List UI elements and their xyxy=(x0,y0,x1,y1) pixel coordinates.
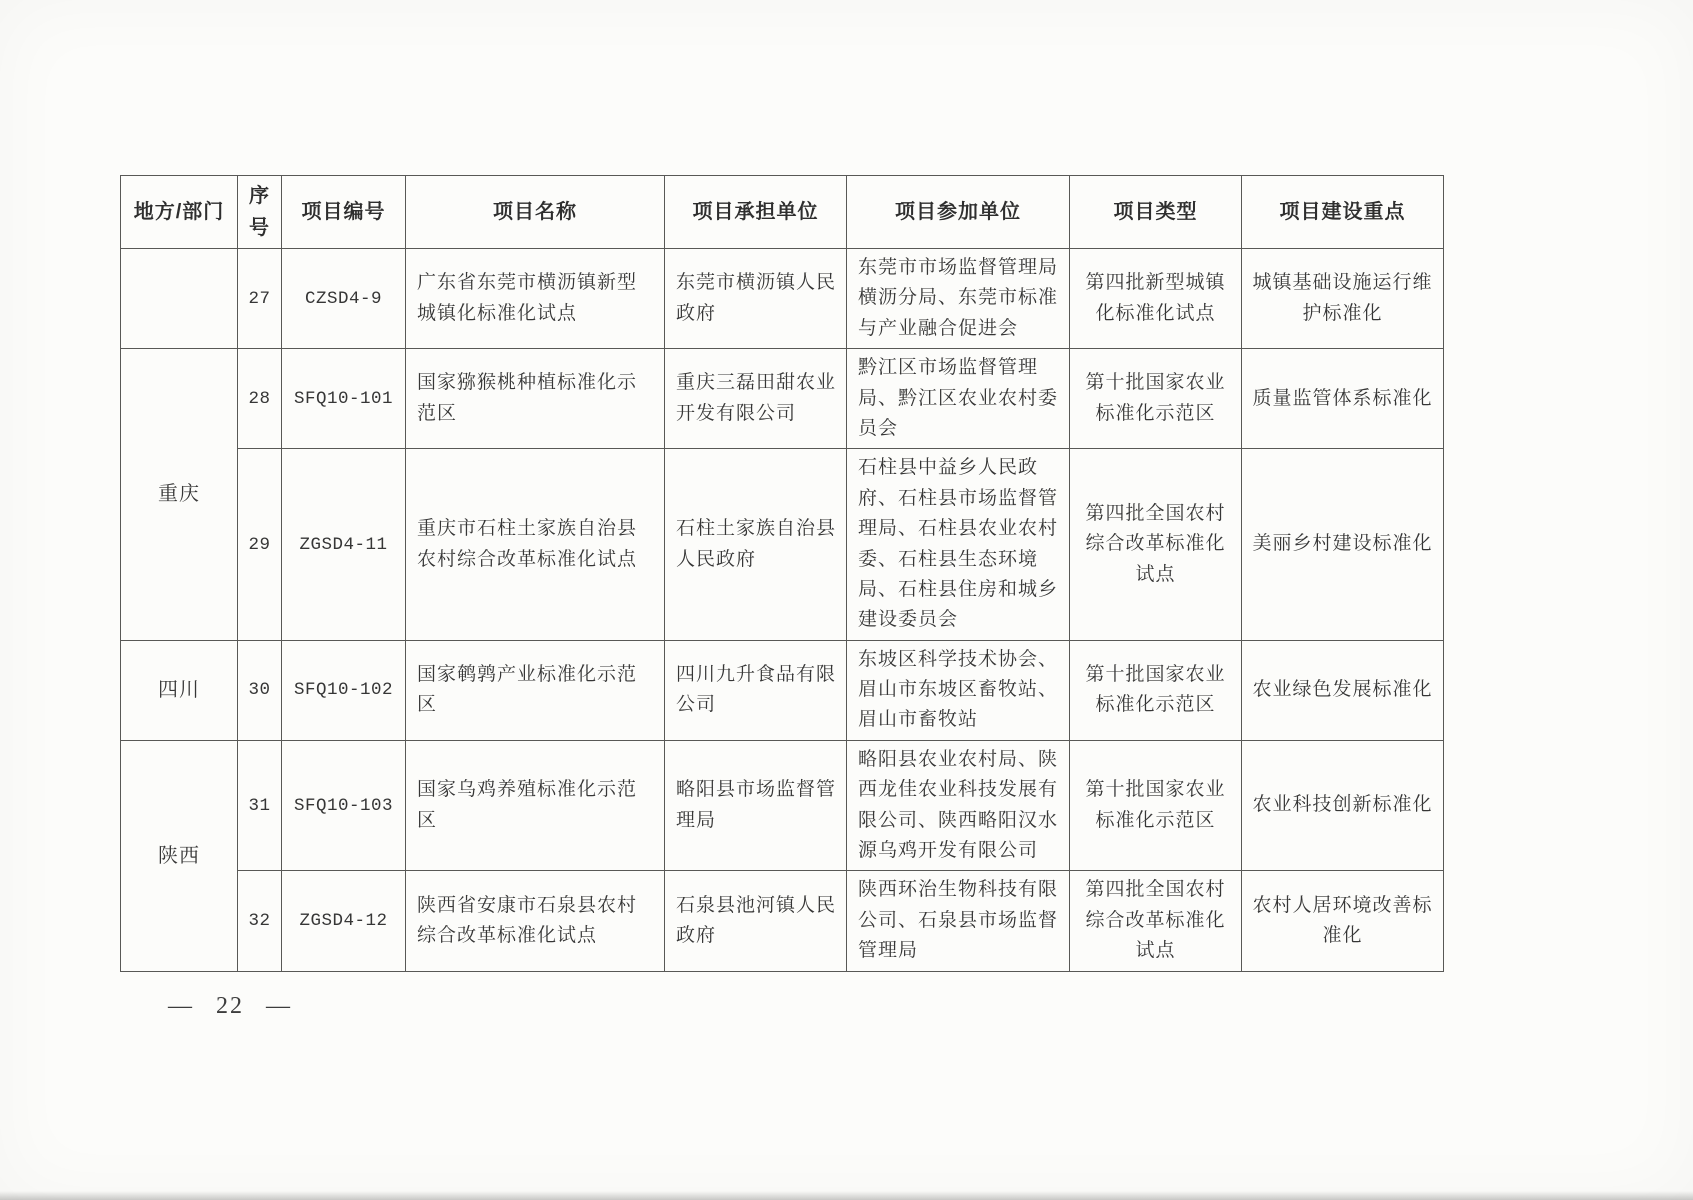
cell-project-name: 国家鹌鹑产业标准化示范区 xyxy=(406,640,665,740)
table-row-28 xyxy=(121,349,1444,449)
header-region: 地方/部门 xyxy=(121,176,238,249)
cell-project-type: 第十批国家农业标准化示范区 xyxy=(1070,349,1242,449)
cell-undertaker: 四川九升食品有限公司 xyxy=(665,640,847,740)
cell-project-type: 第四批新型城镇化标准化试点 xyxy=(1070,249,1242,349)
table-row-27 xyxy=(121,249,1444,349)
header-serial: 序号 xyxy=(238,176,282,249)
cell-serial: 30 xyxy=(238,640,282,740)
projects-table xyxy=(120,175,1444,972)
cell-region-shaanxi: 陕西 xyxy=(121,740,238,971)
cell-construction-focus: 美丽乡村建设标准化 xyxy=(1242,449,1444,640)
table-row-29 xyxy=(121,449,1444,640)
header-project-name: 项目名称 xyxy=(406,176,665,249)
cell-project-type: 第四批全国农村综合改革标准化试点 xyxy=(1070,449,1242,640)
header-construction-focus: 项目建设重点 xyxy=(1242,176,1444,249)
header-participants: 项目参加单位 xyxy=(847,176,1070,249)
cell-participants: 略阳县农业农村局、陕西龙佳农业科技发展有限公司、陕西略阳汉水源乌鸡开发有限公司 xyxy=(847,740,1070,871)
header-project-code: 项目编号 xyxy=(282,176,406,249)
cell-project-code: CZSD4-9 xyxy=(282,249,406,349)
cell-undertaker: 重庆三磊田甜农业开发有限公司 xyxy=(665,349,847,449)
cell-project-name: 国家猕猴桃种植标准化示范区 xyxy=(406,349,665,449)
header-undertaker: 项目承担单位 xyxy=(665,176,847,249)
cell-construction-focus: 农村人居环境改善标准化 xyxy=(1242,871,1444,971)
cell-region-chongqing: 重庆 xyxy=(121,349,238,641)
cell-region xyxy=(121,249,238,349)
cell-undertaker: 石泉县池河镇人民政府 xyxy=(665,871,847,971)
scan-bottom-edge xyxy=(0,1191,1693,1200)
cell-project-code: ZGSD4-11 xyxy=(282,449,406,640)
cell-project-name: 国家乌鸡养殖标准化示范区 xyxy=(406,740,665,871)
header-project-type: 项目类型 xyxy=(1070,176,1242,249)
cell-undertaker: 石柱土家族自治县人民政府 xyxy=(665,449,847,640)
cell-project-name: 广东省东莞市横沥镇新型城镇化标准化试点 xyxy=(406,249,665,349)
cell-project-name: 重庆市石柱土家族自治县农村综合改革标准化试点 xyxy=(406,449,665,640)
cell-project-name: 陕西省安康市石泉县农村综合改革标准化试点 xyxy=(406,871,665,971)
cell-participants: 陕西环治生物科技有限公司、石泉县市场监督管理局 xyxy=(847,871,1070,971)
cell-serial: 31 xyxy=(238,740,282,871)
table-row-30 xyxy=(121,640,1444,740)
cell-project-code: ZGSD4-12 xyxy=(282,871,406,971)
cell-project-code: SFQ10-102 xyxy=(282,640,406,740)
cell-project-type: 第十批国家农业标准化示范区 xyxy=(1070,740,1242,871)
cell-serial: 29 xyxy=(238,449,282,640)
table-row-32 xyxy=(121,871,1444,971)
cell-project-code: SFQ10-103 xyxy=(282,740,406,871)
table-row-31 xyxy=(121,740,1444,871)
cell-construction-focus: 农业科技创新标准化 xyxy=(1242,740,1444,871)
cell-serial: 32 xyxy=(238,871,282,971)
cell-participants: 东坡区科学技术协会、眉山市东坡区畜牧站、眉山市畜牧站 xyxy=(847,640,1070,740)
cell-construction-focus: 质量监管体系标准化 xyxy=(1242,349,1444,449)
cell-undertaker: 东莞市横沥镇人民政府 xyxy=(665,249,847,349)
cell-participants: 黔江区市场监督管理局、黔江区农业农村委员会 xyxy=(847,349,1070,449)
cell-serial: 28 xyxy=(238,349,282,449)
cell-undertaker: 略阳县市场监督管理局 xyxy=(665,740,847,871)
cell-construction-focus: 农业绿色发展标准化 xyxy=(1242,640,1444,740)
cell-region-sichuan: 四川 xyxy=(121,640,238,740)
cell-project-type: 第十批国家农业标准化示范区 xyxy=(1070,640,1242,740)
cell-participants: 东莞市市场监督管理局横沥分局、东莞市标准与产业融合促进会 xyxy=(847,249,1070,349)
table-header-row xyxy=(121,176,1444,249)
page-number: — 22 — xyxy=(168,993,292,1019)
cell-project-type: 第四批全国农村综合改革标准化试点 xyxy=(1070,871,1242,971)
cell-project-code: SFQ10-101 xyxy=(282,349,406,449)
cell-construction-focus: 城镇基础设施运行维护标准化 xyxy=(1242,249,1444,349)
cell-participants: 石柱县中益乡人民政府、石柱县市场监督管理局、石柱县农业农村委、石柱县生态环境局、石柱县住房和城乡建设委员会 xyxy=(847,449,1070,640)
cell-serial: 27 xyxy=(238,249,282,349)
